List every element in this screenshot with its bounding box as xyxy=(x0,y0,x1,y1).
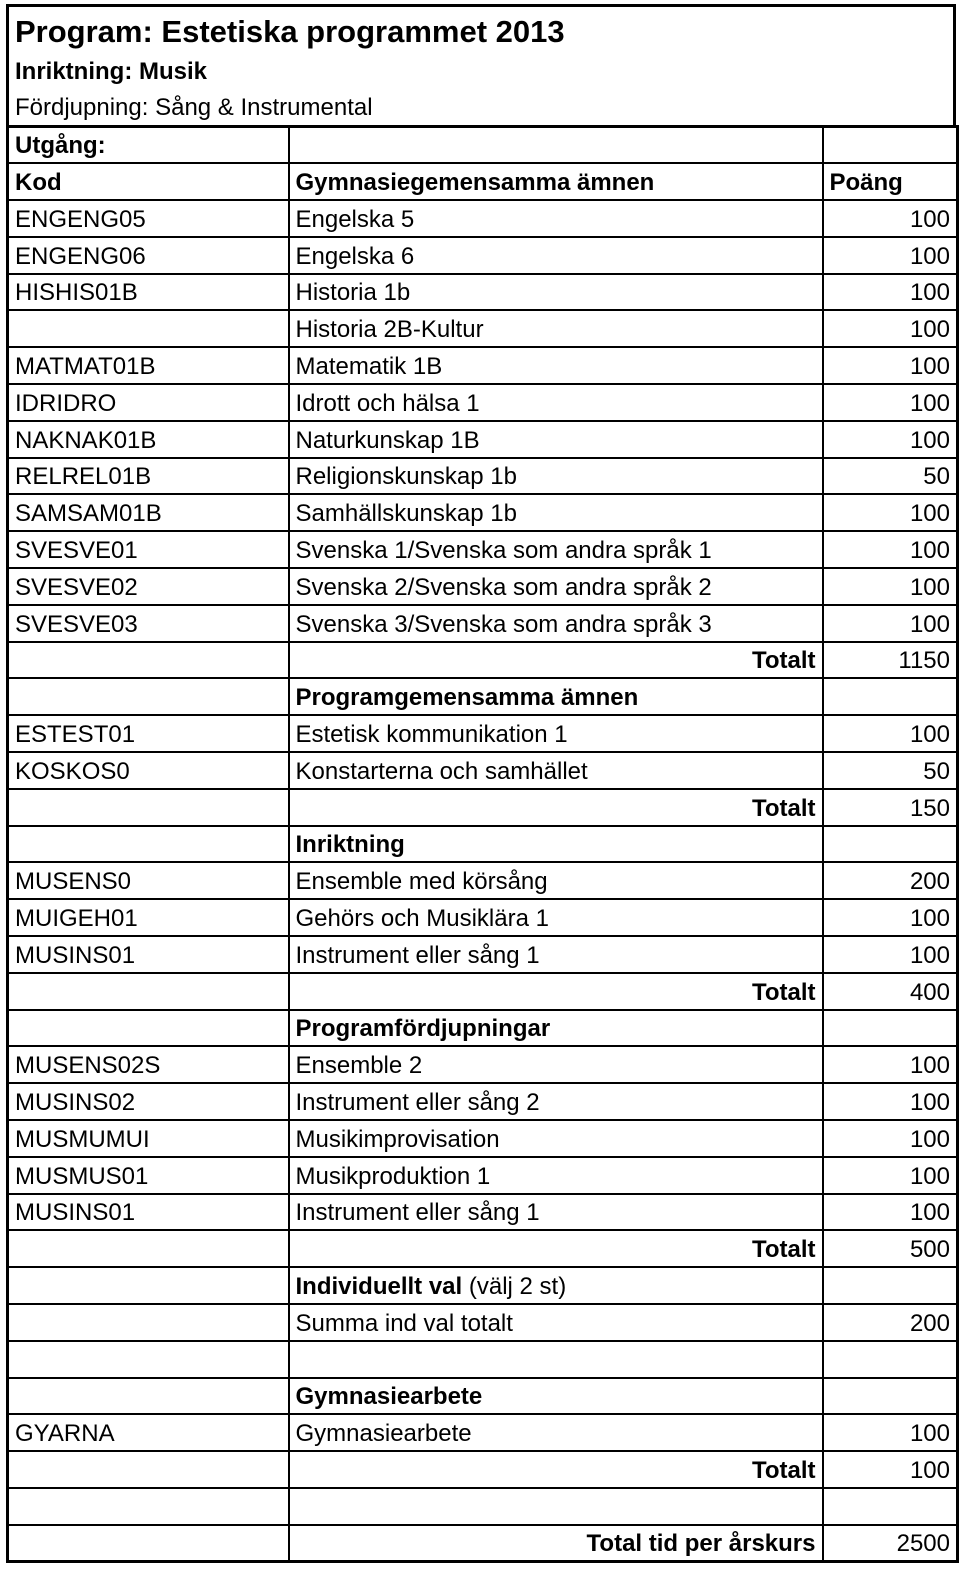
course-name-cell: Gehörs och Musiklära 1 xyxy=(289,899,823,936)
course-name-cell: Instrument eller sång 1 xyxy=(289,1194,823,1231)
table-row-item xyxy=(8,1157,958,1194)
points-cell: 100 xyxy=(823,200,958,237)
course-name-cell: Ensemble med körsång xyxy=(289,862,823,899)
course-name-cell: Estetisk kommunikation 1 xyxy=(289,715,823,752)
table-row-item xyxy=(8,1046,958,1083)
table-row-item xyxy=(8,1414,958,1451)
section-heading: Programfördjupningar xyxy=(289,1010,823,1047)
table-row-item xyxy=(8,274,958,311)
course-sheet xyxy=(6,4,956,1566)
table-row-item xyxy=(8,458,958,495)
section-heading: Programgemensamma ämnen xyxy=(289,678,823,715)
table-row-blank xyxy=(8,1341,958,1378)
points-cell: 100 xyxy=(823,310,958,347)
course-table-body xyxy=(8,127,958,1562)
points-cell: 100 xyxy=(823,568,958,605)
table-row-section xyxy=(8,826,958,863)
program-title: Program: Estetiska programmet 2013 xyxy=(15,14,565,49)
table-row-blank xyxy=(8,1488,958,1525)
table-row-section xyxy=(8,678,958,715)
course-code-cell: Utgång: xyxy=(8,127,289,164)
table-row-item xyxy=(8,936,958,973)
course-code-cell: NAKNAK01B xyxy=(8,421,289,458)
points-cell: 100 xyxy=(823,384,958,421)
points-cell xyxy=(823,1267,958,1304)
total-label: Totalt xyxy=(289,1230,823,1267)
course-table xyxy=(6,125,959,1563)
course-code-cell: IDRIDRO xyxy=(8,384,289,421)
total-label: Totalt xyxy=(289,642,823,679)
course-code-cell: KOSKOS0 xyxy=(8,752,289,789)
points-cell xyxy=(823,1010,958,1047)
course-name-cell xyxy=(289,1488,823,1525)
table-row-item xyxy=(8,494,958,531)
course-name-cell: Svenska 3/Svenska som andra språk 3 xyxy=(289,605,823,642)
course-code-cell xyxy=(8,678,289,715)
points-cell: 100 xyxy=(823,1120,958,1157)
table-row-total xyxy=(8,1451,958,1488)
total-label: Totalt xyxy=(289,1451,823,1488)
course-name-cell: Historia 2B-Kultur xyxy=(289,310,823,347)
table-row-item xyxy=(8,384,958,421)
points-cell xyxy=(823,1488,958,1525)
total-points-cell: 100 xyxy=(823,1451,958,1488)
table-row-item xyxy=(8,752,958,789)
total-points-cell: 2500 xyxy=(823,1525,958,1562)
points-cell: 100 xyxy=(823,1194,958,1231)
table-row-total xyxy=(8,642,958,679)
table-row-total xyxy=(8,1230,958,1267)
course-code-cell: MUSMUS01 xyxy=(8,1157,289,1194)
total-points-cell: 1150 xyxy=(823,642,958,679)
course-name-cell: Musikimprovisation xyxy=(289,1120,823,1157)
points-cell: 50 xyxy=(823,752,958,789)
course-code-cell: SVESVE01 xyxy=(8,531,289,568)
table-row-item xyxy=(8,715,958,752)
table-row-item xyxy=(8,1120,958,1157)
course-code-cell: RELREL01B xyxy=(8,458,289,495)
points-cell: 100 xyxy=(823,1157,958,1194)
points-cell: 100 xyxy=(823,899,958,936)
table-row-item xyxy=(8,1304,958,1341)
total-label: Totalt xyxy=(289,789,823,826)
table-row-label xyxy=(8,127,958,164)
column-header-subject: Gymnasiegemensamma ämnen xyxy=(289,163,823,200)
points-cell: 100 xyxy=(823,237,958,274)
course-name-cell xyxy=(289,127,823,164)
course-name-cell: Religionskunskap 1b xyxy=(289,458,823,495)
course-code-cell: MUSENS0 xyxy=(8,862,289,899)
course-code-cell xyxy=(8,789,289,826)
points-cell: 100 xyxy=(823,494,958,531)
course-code-cell xyxy=(8,1230,289,1267)
table-row-total xyxy=(8,1525,958,1562)
table-row-item xyxy=(8,1083,958,1120)
course-code-cell xyxy=(8,1488,289,1525)
total-label: Totalt xyxy=(289,973,823,1010)
course-name-cell: Summa ind val totalt xyxy=(289,1304,823,1341)
course-name-cell: Idrott och hälsa 1 xyxy=(289,384,823,421)
table-row-item xyxy=(8,531,958,568)
table-row-item xyxy=(8,568,958,605)
course-code-cell xyxy=(8,642,289,679)
course-code-cell xyxy=(8,1378,289,1415)
course-code-cell xyxy=(8,826,289,863)
points-cell xyxy=(823,826,958,863)
points-cell: 100 xyxy=(823,1046,958,1083)
table-row-section xyxy=(8,1010,958,1047)
points-cell: 100 xyxy=(823,715,958,752)
section-heading: Individuellt val xyxy=(295,1273,463,1300)
course-name-cell: Svenska 1/Svenska som andra språk 1 xyxy=(289,531,823,568)
course-name-cell: Naturkunskap 1B xyxy=(289,421,823,458)
course-code-cell: MUIGEH01 xyxy=(8,899,289,936)
course-code-cell xyxy=(8,1341,289,1378)
points-cell: 100 xyxy=(823,274,958,311)
points-cell: 100 xyxy=(823,1083,958,1120)
table-row-item xyxy=(8,1194,958,1231)
points-cell: 100 xyxy=(823,936,958,973)
points-cell: 100 xyxy=(823,605,958,642)
course-name-cell: Konstarterna och samhället xyxy=(289,752,823,789)
table-row-section xyxy=(8,1378,958,1415)
points-cell: 100 xyxy=(823,421,958,458)
table-row-item xyxy=(8,200,958,237)
course-name-cell xyxy=(289,1341,823,1378)
course-name-cell: Engelska 6 xyxy=(289,237,823,274)
points-cell: 100 xyxy=(823,347,958,384)
section-heading: Gymnasiearbete xyxy=(289,1378,823,1415)
course-code-cell: ESTEST01 xyxy=(8,715,289,752)
course-code-cell xyxy=(8,1267,289,1304)
section-note: (välj 2 st) xyxy=(462,1273,567,1300)
points-cell xyxy=(823,1341,958,1378)
course-name-cell: Matematik 1B xyxy=(289,347,823,384)
course-code-cell: ENGENG06 xyxy=(8,237,289,274)
course-code-cell: SVESVE03 xyxy=(8,605,289,642)
course-name-cell: Historia 1b xyxy=(289,274,823,311)
course-name-cell: Gymnasiearbete xyxy=(289,1414,823,1451)
total-points-cell: 150 xyxy=(823,789,958,826)
inriktning-label: Inriktning: Musik xyxy=(15,58,207,85)
course-code-cell: MUSMUMUI xyxy=(8,1120,289,1157)
course-code-cell: MUSENS02S xyxy=(8,1046,289,1083)
total-points-cell: 500 xyxy=(823,1230,958,1267)
table-row-item xyxy=(8,347,958,384)
fordjupning-label: Fördjupning: Sång & Instrumental xyxy=(15,94,373,121)
points-cell: 200 xyxy=(823,1304,958,1341)
table-row-item xyxy=(8,421,958,458)
course-code-cell: SAMSAM01B xyxy=(8,494,289,531)
points-cell xyxy=(823,1378,958,1415)
course-code-cell: HISHIS01B xyxy=(8,274,289,311)
table-row-item xyxy=(8,237,958,274)
course-code-cell: MUSINS02 xyxy=(8,1083,289,1120)
course-name-cell: Engelska 5 xyxy=(289,200,823,237)
course-name-cell: Samhällskunskap 1b xyxy=(289,494,823,531)
course-name-cell: Svenska 2/Svenska som andra språk 2 xyxy=(289,568,823,605)
points-cell: 100 xyxy=(823,531,958,568)
points-cell: 200 xyxy=(823,862,958,899)
course-code-cell: ENGENG05 xyxy=(8,200,289,237)
course-name-cell: Instrument eller sång 1 xyxy=(289,936,823,973)
course-code-cell xyxy=(8,1304,289,1341)
course-code-cell: SVESVE02 xyxy=(8,568,289,605)
total-points-cell: 400 xyxy=(823,973,958,1010)
course-code-cell: Kod xyxy=(8,163,289,200)
table-row-section-note xyxy=(8,1267,958,1304)
table-row-total xyxy=(8,973,958,1010)
course-name-cell: Instrument eller sång 2 xyxy=(289,1083,823,1120)
points-cell: 100 xyxy=(823,1414,958,1451)
section-heading: Inriktning xyxy=(289,826,823,863)
section-heading-cell xyxy=(289,1267,823,1304)
course-name-cell: Musikproduktion 1 xyxy=(289,1157,823,1194)
table-row-item xyxy=(8,899,958,936)
table-row-colhead xyxy=(8,163,958,200)
total-label: Total tid per årskurs xyxy=(289,1525,823,1562)
course-code-cell: MUSINS01 xyxy=(8,936,289,973)
table-row-item xyxy=(8,310,958,347)
column-header-points: Poäng xyxy=(823,163,958,200)
course-code-cell: MATMAT01B xyxy=(8,347,289,384)
course-code-cell xyxy=(8,1525,289,1562)
points-cell xyxy=(823,678,958,715)
course-code-cell xyxy=(8,973,289,1010)
course-code-cell xyxy=(8,310,289,347)
course-name-cell: Ensemble 2 xyxy=(289,1046,823,1083)
points-cell xyxy=(823,127,958,164)
table-row-item xyxy=(8,605,958,642)
course-code-cell: GYARNA xyxy=(8,1414,289,1451)
course-code-cell xyxy=(8,1010,289,1047)
course-code-cell: MUSINS01 xyxy=(8,1194,289,1231)
points-cell: 50 xyxy=(823,458,958,495)
table-row-total xyxy=(8,789,958,826)
course-code-cell xyxy=(8,1451,289,1488)
program-header xyxy=(6,4,956,125)
table-row-item xyxy=(8,862,958,899)
